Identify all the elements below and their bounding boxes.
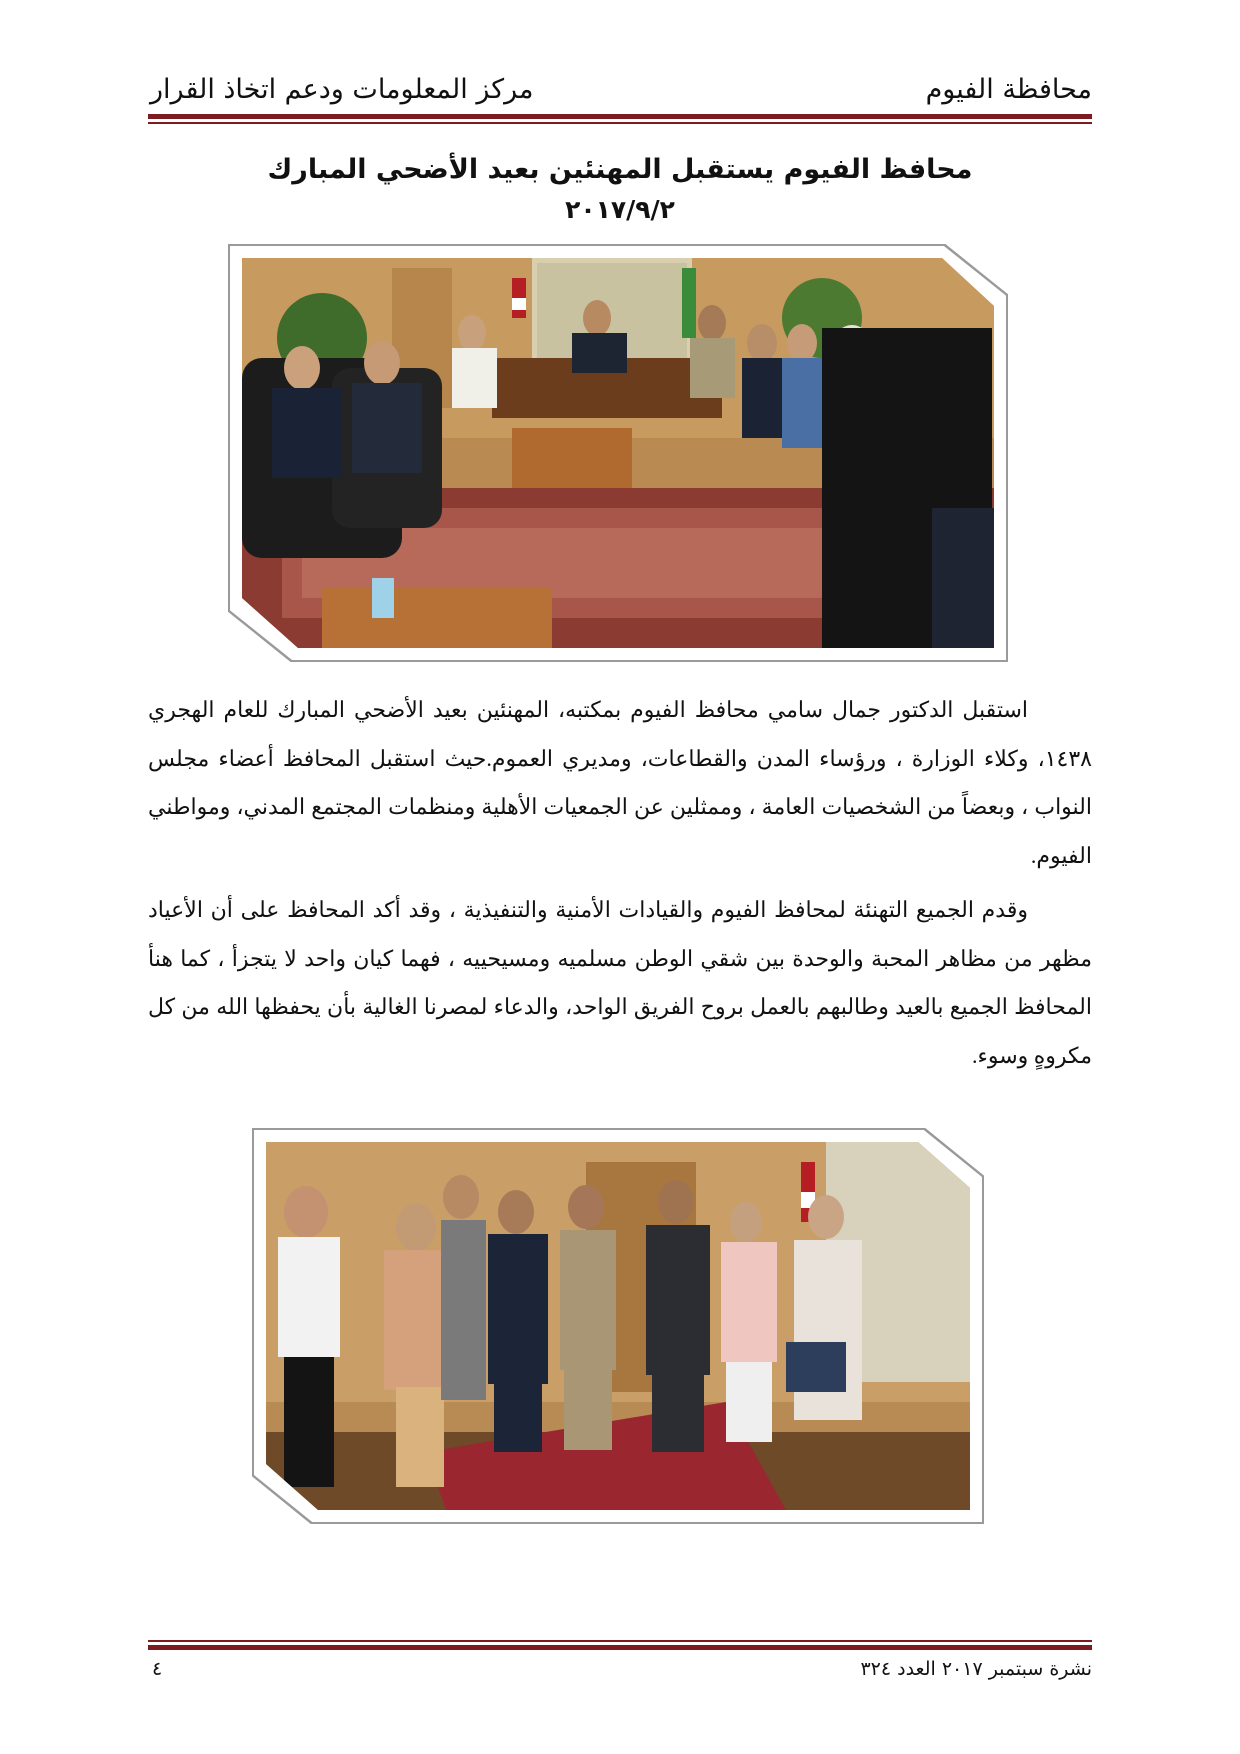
footer-issue: نشرة سبتمبر ٢٠١٧ العدد ٣٢٤	[860, 1658, 1092, 1680]
article-date: ٢٠١٧/٩/٢	[565, 195, 675, 224]
meeting-photo-image	[242, 258, 994, 648]
article-paragraph-1: استقبل الدكتور جمال سامي محافظ الفيوم بمكتبه، المهنئين بعيد الأضحي المبارك للعام الهجري ١٤٣٨، وكلاء الوزارة ، ورؤساء المدن والقطاعات، ومديري العموم.حيث استقبل المحافظ أعضاء مجلس النواب ، وبعضاً من الشخصيات العامة ، وممثلين عن الجمعيات الأهلية ومنظمات المجتمع المدني، ومواطني الفيوم.	[148, 697, 1092, 868]
meeting-photo	[228, 244, 1008, 662]
group-photo	[252, 1128, 984, 1524]
header-rule-thin	[148, 122, 1092, 124]
header-rule-thick	[148, 114, 1092, 119]
header-governorate-title: محافظة الفيوم	[925, 74, 1092, 105]
group-photo-image	[266, 1142, 970, 1510]
header-info-center-title: مركز المعلومات ودعم اتخاذ القرار	[150, 74, 534, 105]
footer-rule-thin	[148, 1640, 1092, 1642]
article-title: محافظ الفيوم يستقبل المهنئين بعيد الأضحي المبارك	[267, 154, 973, 185]
footer-rule-thick	[148, 1645, 1092, 1650]
article-paragraph-2: وقدم الجميع التهنئة لمحافظ الفيوم والقيادات الأمنية والتنفيذية ، وقد أكد المحافظ على أن الأعياد مظهر من مظاهر المحبة والوحدة بين شقي الوطن مسلميه ومسيحييه ، فهما كيان واحد لا يتجزأ ، كما هنأ المحافظ الجميع بالعيد وطالبهم بالعمل بروح الفريق الواحد، والدعاء لمصرنا الغالية بأن يحفظها الله من كل مكروهٍ وسوء.	[148, 897, 1092, 1068]
page-number: ٤	[152, 1658, 163, 1680]
